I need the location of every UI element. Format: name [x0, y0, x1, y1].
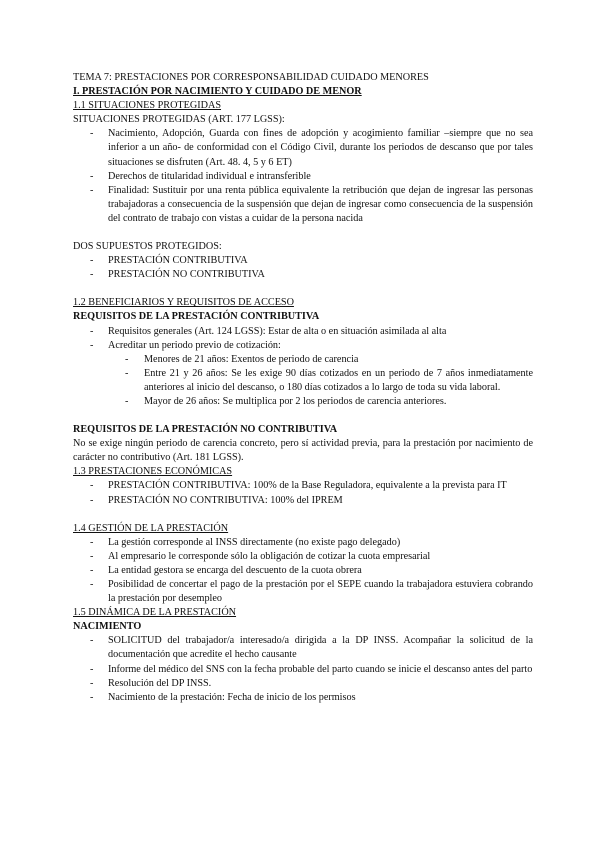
spacer: [73, 282, 533, 296]
subsection-subheading: SITUACIONES PROTEGIDAS (ART. 177 LGSS):: [73, 114, 285, 126]
bullet-list: [73, 479, 533, 507]
section-heading: I. PRESTACIÓN POR NACIMIENTO Y CUIDADO DE MENOR: [73, 86, 362, 98]
list-item: - Nacimiento, Adopción, Guarda con fines de adopción y acogimiento familiar –siempre que no sea inferior a un año- de conformidad con el Código Civil, durante los periodos de descanso que por tales situaciones se disfruten (Art. 48. 4, 5 y 6 ET): [73, 127, 533, 169]
bullet-list: [73, 325, 533, 353]
list-item: - Nacimiento de la prestación: Fecha de inicio de los permisos: [73, 691, 533, 705]
list-item: - Finalidad: Sustituir por una renta pública equivalente la retribución que dejan de ingresar las personas trabajadoras a consecuencia de la suspensión que dejan de ingresar como consecuencia de la suspensión del contrato de trabajo con vistas a cuidar de la persona nacida: [73, 184, 533, 226]
list-item: - Menores de 21 años: Exentos de periodo de carencia: [73, 353, 533, 367]
list-item: - Entre 21 y 26 años: Se les exige 90 días cotizados en un periodo de 7 años inmediatamente anteriores al inicio del descanso, o 180 días cotizados a lo largo de toda su vida laboral.: [73, 367, 533, 395]
subsection-heading: 1.4 GESTIÓN DE LA PRESTACIÓN: [73, 522, 229, 534]
list-item: - Derechos de titularidad individual e intransferible: [73, 170, 533, 184]
list-item: - PRESTACIÓN CONTRIBUTIVA: 100% de la Base Reguladora, equivalente a la prevista para IT: [73, 479, 533, 493]
list-item: - La entidad gestora se encarga del descuento de la cuota obrera: [73, 564, 533, 578]
nested-bullet-list: [73, 353, 533, 409]
list-item: - PRESTACIÓN NO CONTRIBUTIVA: 100% del IPREM: [73, 494, 533, 508]
subsection-heading: 1.1 SITUACIONES PROTEGIDAS: [73, 100, 222, 112]
spacer: [73, 226, 533, 240]
subsection-heading: 1.5 DINÁMICA DE LA PRESTACIÓN: [73, 607, 237, 619]
bullet-list: [73, 127, 533, 226]
list-item: - Al empresario le corresponde sólo la obligación de cotizar la cuota empresarial: [73, 550, 533, 564]
subsection-heading: 1.2 BENEFICIARIOS Y REQUISITOS DE ACCESO: [73, 297, 294, 309]
document-title: TEMA 7: PRESTACIONES POR CORRESPONSABILIDAD CUIDADO MENORES: [73, 72, 429, 83]
list-item: - Acreditar un periodo previo de cotización:: [73, 339, 533, 353]
list-item: - Requisitos generales (Art. 124 LGSS): Estar de alta o en situación asimilada al alta: [73, 325, 533, 339]
list-item: - PRESTACIÓN CONTRIBUTIVA: [73, 254, 533, 268]
cases-heading: DOS SUPUESTOS PROTEGIDOS:: [73, 241, 222, 253]
requirements-heading: REQUISITOS DE LA PRESTACIÓN NO CONTRIBUTIVA: [73, 424, 338, 436]
list-item: - Informe del médico del SNS con la fecha probable del parto cuando se inicie el descanso antes del parto: [73, 663, 533, 677]
spacer: [73, 409, 533, 423]
bullet-list: [73, 634, 533, 704]
bullet-list: [73, 254, 533, 282]
bullet-list: [73, 536, 533, 606]
list-item: - Mayor de 26 años: Se multiplica por 2 los periodos de carencia anteriores.: [73, 395, 533, 409]
spacer: [73, 508, 533, 522]
list-item: - Posibilidad de concertar el pago de la prestación por el SEPE cuando la trabajadora estuviera cobrando la prestación por desempleo: [73, 578, 533, 606]
requirements-heading: REQUISITOS DE LA PRESTACIÓN CONTRIBUTIVA: [73, 311, 320, 323]
list-item: - Resolución del DP INSS.: [73, 677, 533, 691]
list-item: - SOLICITUD del trabajador/a interesado/a dirigida a la DP INSS. Acompañar la solicitud de la documentación que acredite el hecho causante: [73, 634, 533, 662]
paragraph: No se exige ningún periodo de carencia concreto, pero sí actividad previa, para la prestación por nacimiento de carácter no contributivo (Art. 181 LGSS).: [73, 438, 533, 464]
subsection-subheading: NACIMIENTO: [73, 621, 142, 633]
subsection-heading: 1.3 PRESTACIONES ECONÓMICAS: [73, 466, 233, 478]
list-item: - La gestión corresponde al INSS directamente (no existe pago delegado): [73, 536, 533, 550]
list-item: - PRESTACIÓN NO CONTRIBUTIVA: [73, 268, 533, 282]
document-page: [73, 71, 533, 705]
